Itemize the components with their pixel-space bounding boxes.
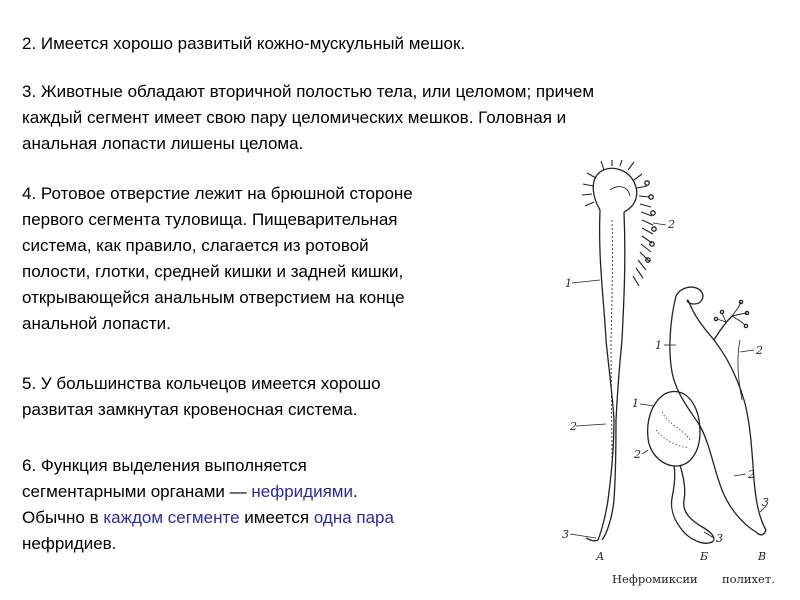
paragraph-4-line: 4. Ротовое отверстие лежит на брюшной стороне bbox=[22, 184, 413, 203]
paragraph-3 bbox=[22, 79, 782, 157]
paragraph-6-line bbox=[22, 505, 542, 531]
label-3-organ-b: 3 bbox=[716, 532, 723, 545]
label-2-organ-b: 2 bbox=[634, 448, 641, 461]
paragraph-3-line: 3. Животные обладают вторичной полостью тела, или целомом; причем bbox=[22, 82, 595, 101]
figure-caption-part-1: Нефромиксии bbox=[612, 572, 698, 586]
label-letter-b: Б bbox=[700, 550, 709, 563]
organ-a-drawing bbox=[582, 160, 656, 541]
text-span: сегментарными органами — bbox=[22, 482, 252, 501]
paragraph-5 bbox=[22, 371, 522, 423]
paragraph-4-line: полости, глотки, средней кишки и задней кишки, bbox=[22, 262, 404, 281]
paragraph-3-line: каждый сегмент имеет свою пару целомических мешков. Головная и bbox=[22, 108, 567, 127]
paragraph-5-line: развитая замкнутая кровеносная система. bbox=[22, 400, 358, 419]
nephromixia-figure bbox=[545, 160, 795, 595]
paragraph-4-line: первого сегмента туловища. Пищеварительная bbox=[22, 210, 398, 229]
text-span: имеется bbox=[239, 508, 314, 527]
text-span: Обычно в bbox=[22, 508, 104, 527]
paragraph-5-line: 5. У большинства кольчецов имеется хорошо bbox=[22, 374, 381, 393]
organ-b-drawing bbox=[648, 392, 714, 544]
paragraph-2: 2. Имеется хорошо развитый кожно-мускульный мешок. bbox=[22, 34, 466, 53]
paragraph-4-line: анальной лопасти. bbox=[22, 314, 171, 333]
paragraph-4-line: система, как правило, слагается из ротовой bbox=[22, 236, 369, 255]
label-3-organ-a: 3 bbox=[562, 528, 569, 541]
highlight-term-one-pair: одна пара bbox=[313, 508, 394, 527]
label-letter-v: В bbox=[758, 550, 767, 563]
paragraph-6 bbox=[22, 453, 542, 557]
paragraph-4 bbox=[22, 181, 542, 337]
label-letter-a: А bbox=[596, 550, 605, 563]
text-span: . bbox=[352, 482, 358, 501]
label-3-organ-v: 3 bbox=[762, 496, 769, 509]
label-1-organ-v: 1 bbox=[655, 339, 662, 352]
label-2-organ-v-lower: 2 bbox=[748, 468, 755, 481]
highlight-term-nephridia: нефридиями bbox=[251, 482, 353, 501]
label-2-organ-v: 2 bbox=[756, 344, 763, 357]
figure-caption-part-2: полихет. bbox=[722, 572, 775, 586]
paragraph-6-line bbox=[22, 479, 542, 505]
highlight-term-each-segment: каждом сегменте bbox=[103, 508, 240, 527]
label-1-organ-a: 1 bbox=[565, 277, 572, 290]
paragraph-6-line: нефридиев. bbox=[22, 534, 117, 553]
paragraph-3-line: анальная лопасти лишены целома. bbox=[22, 134, 304, 153]
label-2-organ-a-top: 2 bbox=[668, 218, 675, 231]
paragraph-6-line: 6. Функция выделения выполняется bbox=[22, 456, 307, 475]
label-2-organ-a: 2 bbox=[570, 420, 577, 433]
paragraph-4-line: открывающейся анальным отверстием на конце bbox=[22, 288, 405, 307]
label-1-organ-b: 1 bbox=[632, 397, 639, 410]
